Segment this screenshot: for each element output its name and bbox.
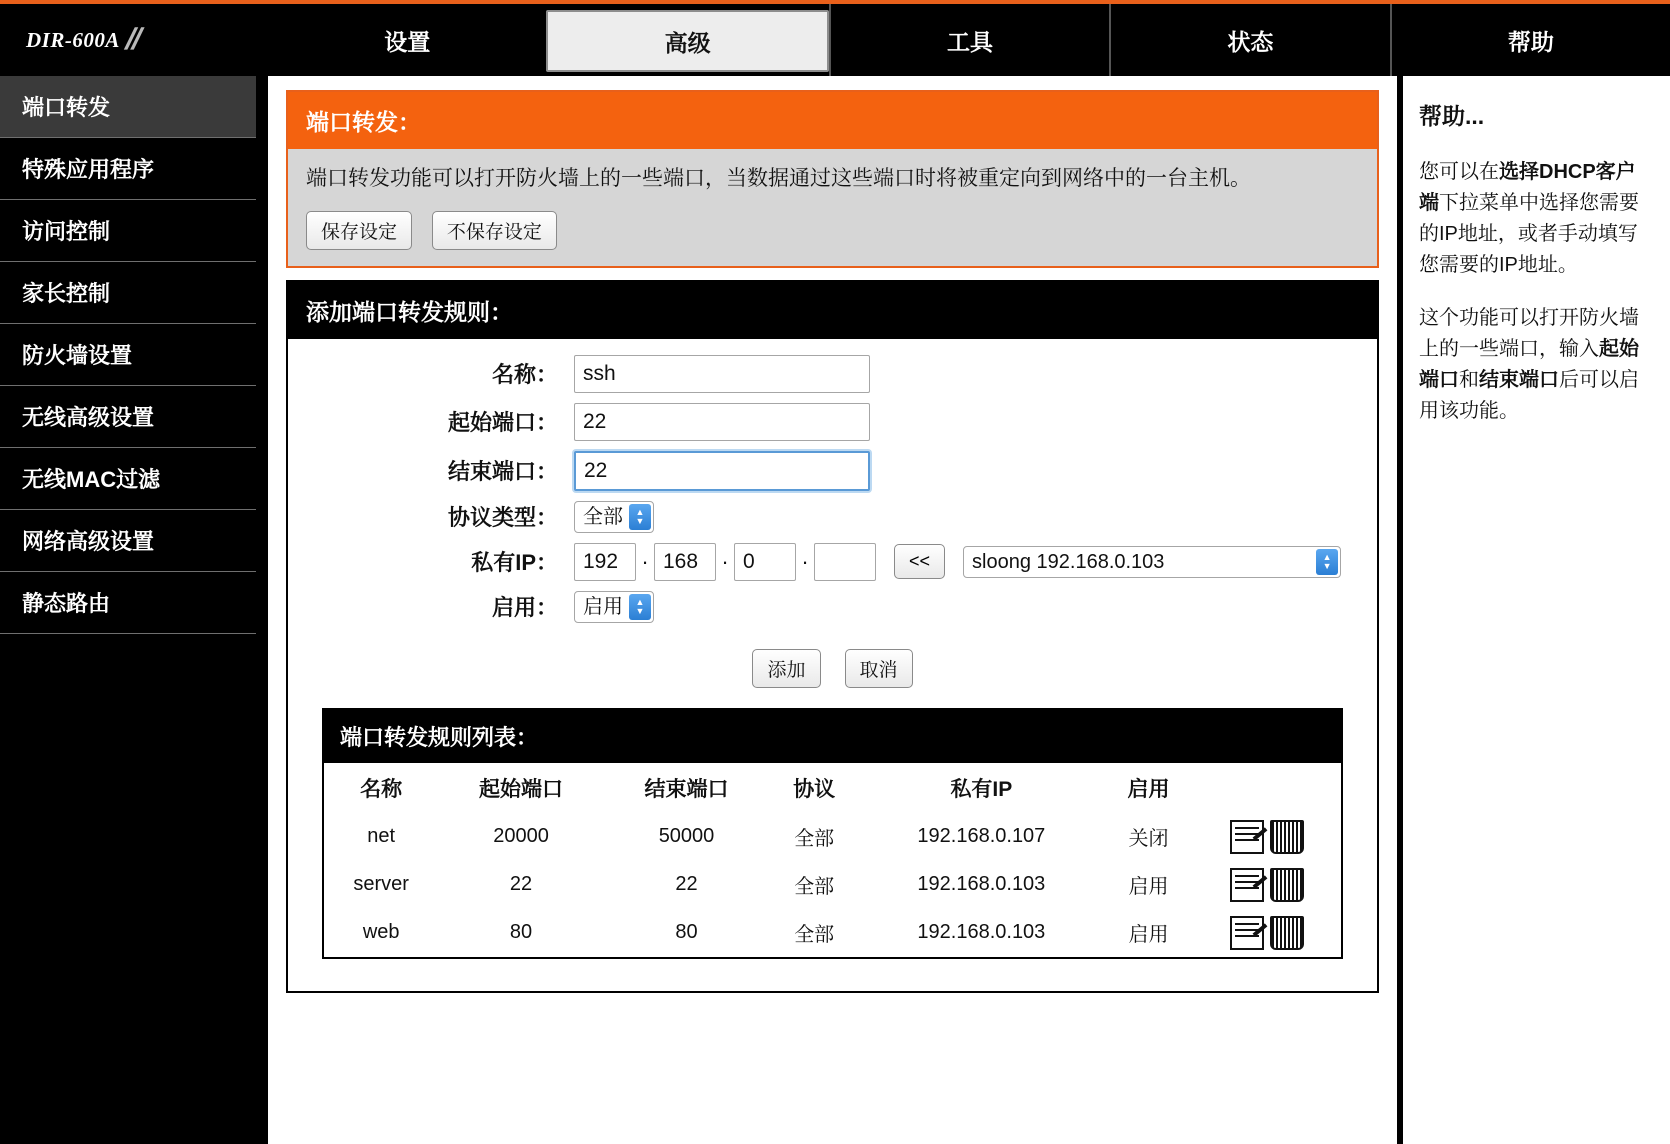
chevron-updown-icon-enable: ▲ ▼: [629, 594, 651, 620]
cell-enable: 关闭: [1128, 828, 1169, 850]
main-nav: [268, 4, 1670, 76]
col-name: 名称: [360, 777, 403, 801]
row-protocol: [306, 501, 1359, 533]
help-paragraph-1: [1419, 157, 1654, 281]
intro-description: 端口转发功能可以打开防火墙上的一些端口，当数据通过这些端口时将被重定向到网络中的一台主机。: [306, 167, 1251, 190]
protocol-select[interactable]: [574, 501, 654, 533]
chevron-updown-icon: ▲ ▼: [629, 504, 651, 530]
tab-advanced[interactable]: 高级: [546, 10, 828, 72]
edit-icon[interactable]: [1230, 916, 1264, 950]
sidebar-item-port-forwarding[interactable]: 端口转发: [0, 76, 256, 138]
ip-separator-1: ·: [641, 548, 649, 574]
help-p2-e: 后可以启用该功能。: [1419, 369, 1639, 422]
sidebar: [0, 76, 268, 1144]
cell-actions: [1193, 909, 1341, 957]
ip-octet-1-input[interactable]: [574, 543, 636, 581]
cell-enable: 启用: [1128, 924, 1169, 946]
cell-end: 50000: [658, 825, 715, 847]
copy-dhcp-ip-button[interactable]: <<: [894, 544, 945, 579]
col-end-port: 结束端口: [644, 777, 729, 801]
cell-ip: 192.168.0.107: [917, 825, 1046, 847]
rules-list-title: 端口转发规则列表：: [324, 710, 1341, 763]
intro-title: 端口转发：: [288, 92, 1377, 149]
intro-panel: [286, 90, 1379, 268]
label-enable: 启用：: [491, 595, 558, 620]
chevron-updown-icon-dhcp: ▲ ▼: [1316, 549, 1338, 575]
tab-status[interactable]: 状态: [1109, 4, 1389, 76]
delete-icon[interactable]: [1270, 916, 1304, 950]
cell-protocol: 全部: [794, 924, 835, 946]
cell-end: 22: [675, 873, 698, 895]
row-enable: [306, 591, 1359, 623]
add-rule-title: 添加端口转发规则：: [288, 282, 1377, 339]
cell-actions: [1193, 813, 1341, 861]
protocol-select-wrap: [574, 501, 654, 533]
delete-icon[interactable]: [1270, 820, 1304, 854]
ip-separator-3: ·: [801, 548, 809, 574]
help-p1-c: 下拉菜单中选择您需要的IP地址，或者手动填写您需要的IP地址。: [1419, 192, 1639, 276]
cell-name: server: [353, 873, 409, 895]
add-rule-button[interactable]: 添加: [752, 649, 820, 688]
end-port-input[interactable]: [574, 451, 870, 491]
start-port-input[interactable]: [574, 403, 870, 441]
cell-enable: 启用: [1128, 876, 1169, 898]
brand-model-label: DIR-600A: [26, 27, 120, 52]
cell-ip: 192.168.0.103: [917, 921, 1046, 943]
sidebar-item-static-routing[interactable]: 静态路由: [0, 572, 256, 634]
sidebar-item-parental-control[interactable]: 家长控制: [0, 262, 256, 324]
cell-protocol: 全部: [794, 828, 835, 850]
col-actions: [1193, 763, 1341, 813]
cell-name: web: [362, 921, 400, 943]
cell-actions: [1193, 861, 1341, 909]
add-rule-body: [288, 339, 1377, 991]
rules-table: [324, 763, 1341, 957]
help-p1-b: 选择DHCP客户端: [1419, 161, 1636, 214]
help-paragraph-2: [1419, 303, 1654, 427]
ip-separator-2: ·: [721, 548, 729, 574]
table-row: [324, 813, 1341, 861]
col-enable: 启用: [1127, 777, 1170, 801]
help-p2-b: 起始端口: [1419, 338, 1639, 391]
tab-tools[interactable]: 工具: [829, 4, 1109, 76]
dhcp-client-select[interactable]: [963, 546, 1341, 578]
label-start-port: 起始端口：: [447, 410, 558, 435]
label-end-port: 结束端口：: [447, 459, 558, 484]
header-bar: [0, 4, 1670, 76]
sidebar-item-wireless-mac-filter[interactable]: 无线MAC过滤: [0, 448, 256, 510]
save-settings-button[interactable]: 保存设定: [306, 211, 412, 250]
ip-octet-3-input[interactable]: [734, 543, 796, 581]
cell-name: net: [367, 825, 396, 847]
cell-end: 80: [675, 921, 698, 943]
row-end-port: [306, 451, 1359, 491]
cell-protocol: 全部: [794, 876, 835, 898]
add-rule-panel: [286, 280, 1379, 993]
main-content: [268, 76, 1400, 1144]
rules-list-panel: [322, 708, 1343, 959]
tab-settings[interactable]: 设置: [384, 28, 431, 55]
cell-start: 20000: [493, 825, 549, 847]
sidebar-item-wireless-advanced[interactable]: 无线高级设置: [0, 386, 256, 448]
help-p2-a: 这个功能可以打开防火墙上的一些端口，输入: [1419, 307, 1639, 360]
ip-octet-4-input[interactable]: [814, 543, 876, 581]
cancel-rule-button[interactable]: 取消: [845, 649, 913, 688]
help-p2-d: 结束端口: [1479, 369, 1559, 391]
name-input[interactable]: [574, 355, 870, 393]
enable-select-wrap: [574, 591, 654, 623]
delete-icon[interactable]: [1270, 868, 1304, 902]
edit-icon[interactable]: [1230, 820, 1264, 854]
cell-start: 22: [509, 873, 533, 895]
cell-ip: 192.168.0.103: [917, 873, 1046, 895]
intro-body: [288, 149, 1377, 266]
row-private-ip: [306, 543, 1359, 581]
dhcp-client-select-wrap: [963, 546, 1341, 578]
enable-select[interactable]: [574, 591, 654, 623]
table-row: [324, 909, 1341, 957]
cell-start: 80: [509, 921, 533, 943]
label-name: 名称：: [491, 362, 558, 387]
col-start-port: 起始端口: [479, 777, 564, 801]
table-header-row: [324, 763, 1341, 813]
help-title: 帮助...: [1419, 103, 1485, 129]
sidebar-item-network-advanced[interactable]: 网络高级设置: [0, 510, 256, 572]
col-protocol: 协议: [793, 777, 836, 801]
form-actions: [306, 649, 1359, 688]
brand-slashes-icon: //: [124, 23, 141, 56]
table-row: [324, 861, 1341, 909]
help-panel: [1403, 76, 1670, 1144]
row-name: [306, 355, 1359, 393]
col-private-ip: 私有IP: [950, 777, 1013, 801]
tab-help[interactable]: 帮助: [1390, 4, 1670, 76]
label-private-ip: 私有IP：: [471, 550, 558, 575]
label-protocol: 协议类型：: [447, 505, 558, 530]
help-p2-c: 和: [1459, 369, 1479, 391]
sidebar-item-firewall-settings[interactable]: 防火墙设置: [0, 324, 256, 386]
row-start-port: [306, 403, 1359, 441]
sidebar-item-special-applications[interactable]: 特殊应用程序: [0, 138, 256, 200]
help-p1-a: 您可以在: [1419, 161, 1499, 183]
sidebar-item-access-control[interactable]: 访问控制: [0, 200, 256, 262]
brand-logo[interactable]: [0, 4, 268, 76]
edit-icon[interactable]: [1230, 868, 1264, 902]
discard-settings-button[interactable]: 不保存设定: [432, 211, 557, 250]
ip-octet-2-input[interactable]: [654, 543, 716, 581]
